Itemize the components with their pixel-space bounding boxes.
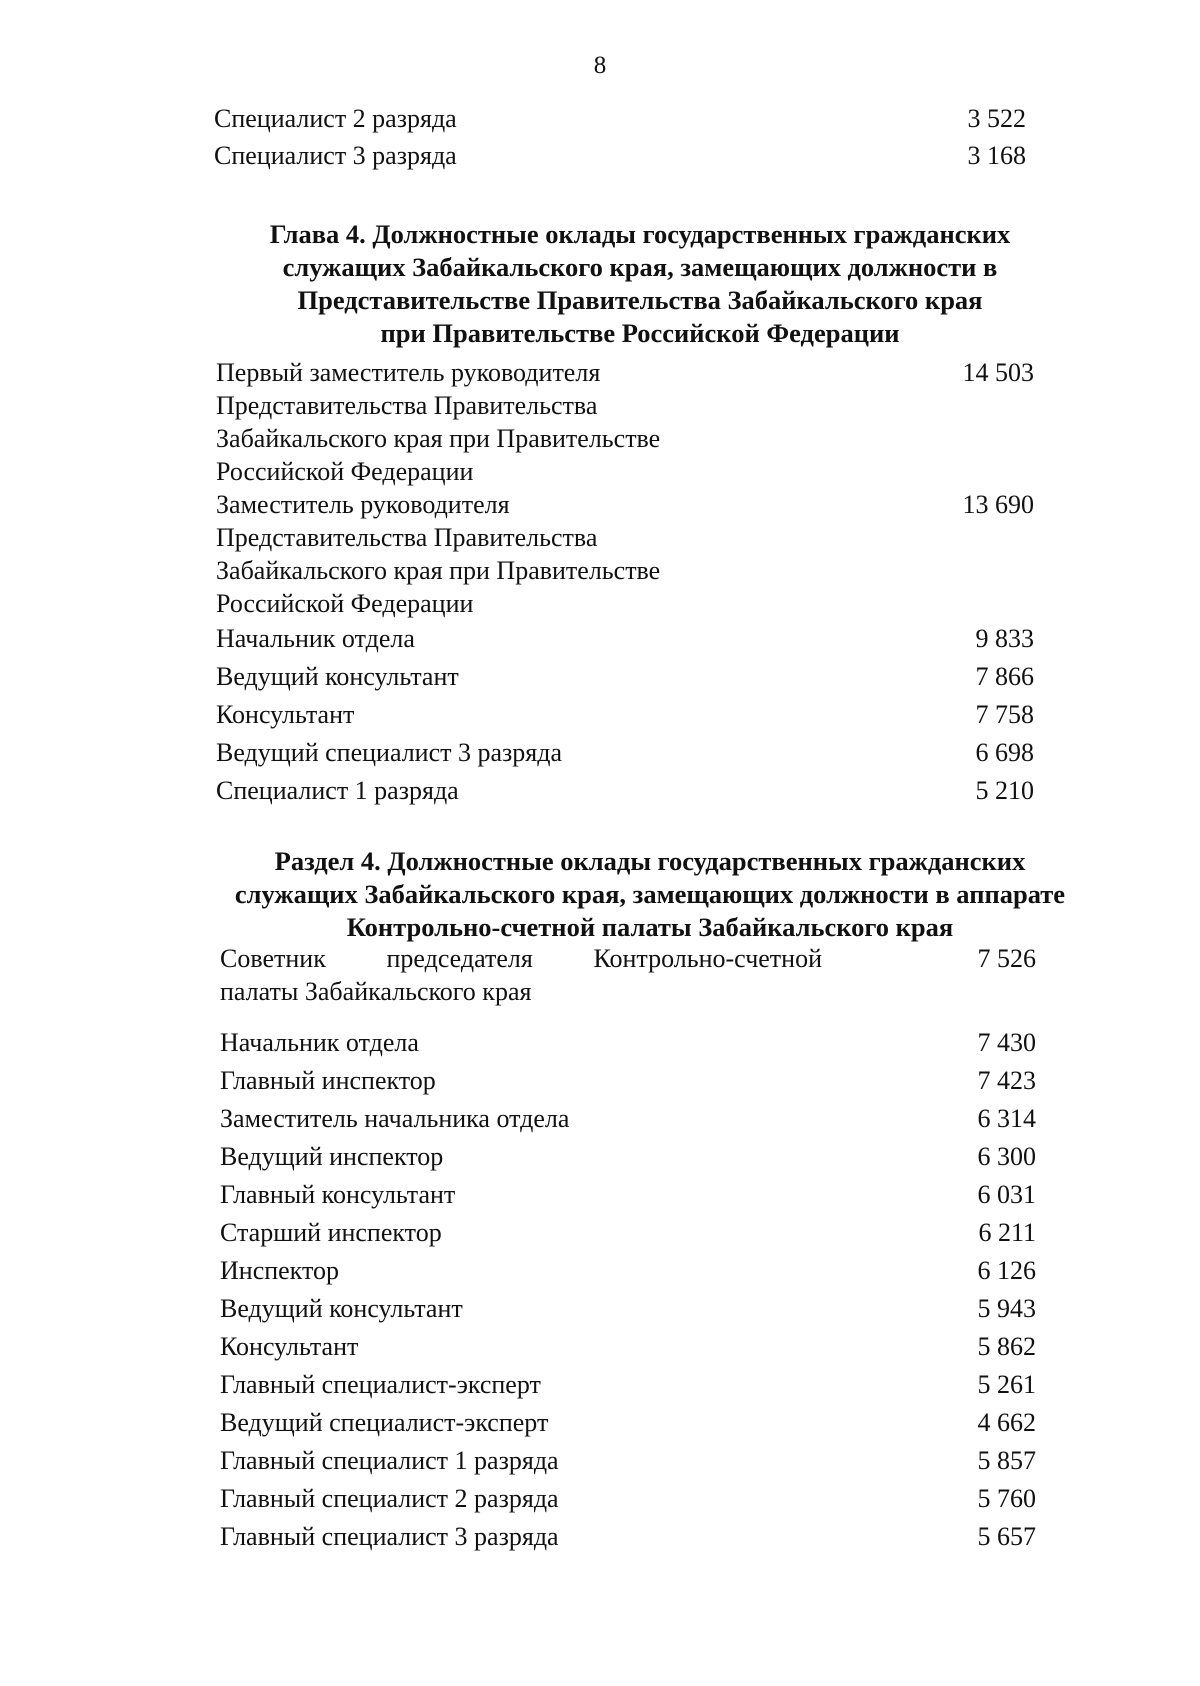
position-name: Главный инспектор [220,1066,436,1095]
salary-value: 7 526 [977,944,1036,973]
table-row [216,658,1034,696]
table-row [216,488,1034,620]
position-name: Ведущий специалист 3 разряда [216,738,563,767]
position-name: Консультант [220,1332,359,1361]
position-name-line: Забайкальского края при Правительстве [216,424,661,453]
table-row [216,772,1034,810]
salary-value: 3 522 [967,104,1026,133]
salary-value: 5 857 [977,1446,1036,1475]
position-name: Заместитель начальника отдела [220,1104,570,1133]
position-name: Специалист 2 разряда [214,104,457,133]
salary-value: 5 261 [977,1370,1036,1399]
position-name: Начальник отдела [216,624,415,653]
position-name: Инспектор [220,1256,339,1285]
heading-line: служащих Забайкальского края, замещающих должности в [282,252,998,282]
table-row [220,1252,1036,1290]
salary-value: 9 833 [975,624,1034,653]
table-row [220,1442,1036,1480]
table-row [220,1328,1036,1366]
position-name-line: Представительства Правительства [216,523,598,552]
salary-value: 7 866 [975,662,1034,691]
salary-value: 6 314 [977,1104,1036,1133]
position-name-line: Российской Федерации [216,589,474,618]
table-row [220,1024,1036,1062]
position-name: Главный специалист 2 разряда [220,1484,559,1513]
position-name-line: Представительства Правительства [216,391,598,420]
position-name [216,488,924,620]
table-row [220,1062,1036,1100]
position-name: Ведущий инспектор [220,1142,444,1171]
salary-value: 6 126 [977,1256,1036,1285]
table-row [220,1480,1036,1518]
salary-value: 5 943 [977,1294,1036,1323]
heading-line: Контрольно-счетной палаты Забайкальского края [346,912,954,942]
chapter-4-table [216,356,1034,810]
salary-value: 3 168 [967,141,1026,170]
salary-value: 5 862 [977,1332,1036,1361]
heading-line: служащих Забайкальского края, замещающих должности в аппарате [234,879,1066,909]
salary-value: 7 423 [977,1066,1036,1095]
table-row [216,696,1034,734]
position-name-line: Первый заместитель руководителя [216,358,601,387]
table-row [220,1138,1036,1176]
table-row [220,1290,1036,1328]
position-name-line: Заместитель руководителя [216,490,510,519]
position-name: Ведущий консультант [220,1294,463,1323]
heading-line: Представительстве Правительства Забайкальского края [297,285,983,315]
salary-value: 7 430 [977,1028,1036,1057]
position-name: Ведущий консультант [216,662,459,691]
position-name: Специалист 1 разряда [216,776,459,805]
salary-value: 14 503 [962,358,1034,387]
table-row [220,1404,1036,1442]
section-4-table [220,942,1036,1556]
salary-value: 6 698 [975,738,1034,767]
table-row [214,139,1026,172]
position-name [220,942,926,1008]
position-name: Главный специалист-эксперт [220,1370,541,1399]
top-rows [214,102,1026,172]
salary-value: 13 690 [962,490,1034,519]
position-name: Старший инспектор [220,1218,442,1247]
position-name: Ведущий специалист-эксперт [220,1408,549,1437]
position-name-line: Российской Федерации [216,457,474,486]
position-name: Главный консультант [220,1180,456,1209]
salary-value: 6 211 [978,1218,1036,1247]
position-name: Главный специалист 3 разряда [220,1522,559,1551]
table-row [216,620,1034,658]
position-name: Начальник отдела [220,1028,419,1057]
table-row [220,1366,1036,1404]
salary-value: 7 758 [975,700,1034,729]
table-row [220,1176,1036,1214]
table-row [214,102,1026,135]
salary-value: 6 031 [977,1180,1036,1209]
table-row [220,1100,1036,1138]
page-number: 8 [593,52,607,79]
position-name: Консультант [216,700,355,729]
position-name-line: Забайкальского края при Правительстве [216,556,661,585]
salary-value: 4 662 [977,1408,1036,1437]
heading-line: Раздел 4. Должностные оклады государственных гражданских [274,846,1026,876]
position-name-line: Советник председателя Контрольно-счетной [220,944,822,973]
position-name: Главный специалист 1 разряда [220,1446,559,1475]
heading-line: при Правительстве Российской Федерации [380,318,900,348]
table-row [220,942,1036,1008]
salary-value: 5 760 [977,1484,1036,1513]
position-name-line: палаты Забайкальского края [220,977,532,1006]
table-row [216,356,1034,488]
position-name [216,356,924,488]
salary-value: 5 657 [977,1522,1036,1551]
section-4-heading [50,845,1200,944]
salary-value: 5 210 [975,776,1034,805]
chapter-4-heading [40,218,1200,350]
position-name: Специалист 3 разряда [214,141,457,170]
table-row [220,1518,1036,1556]
heading-line: Глава 4. Должностные оклады государственных гражданских [269,219,1011,249]
salary-value: 6 300 [977,1142,1036,1171]
table-row [216,734,1034,772]
table-row [220,1214,1036,1252]
